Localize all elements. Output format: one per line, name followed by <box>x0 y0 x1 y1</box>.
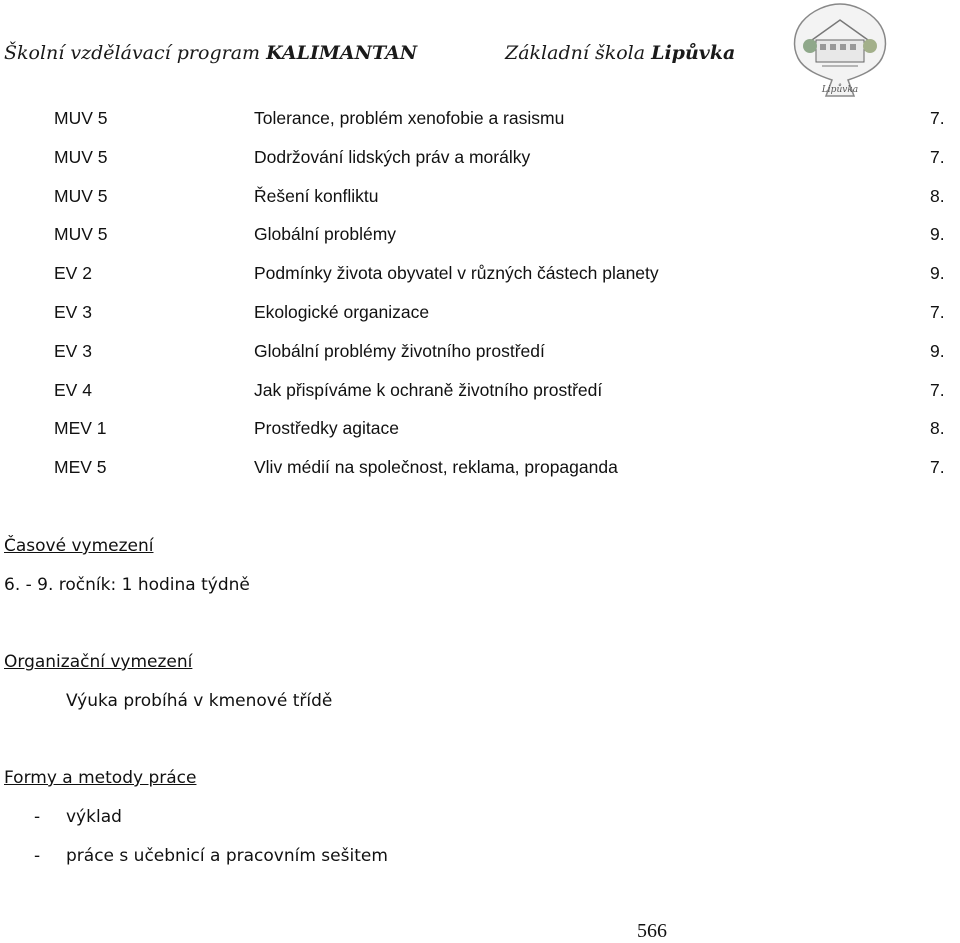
time-heading: Časové vymezení <box>4 536 154 556</box>
school-logo <box>792 0 888 100</box>
page-number: 566 <box>637 920 667 942</box>
program-name: KALIMANTAN <box>266 42 418 64</box>
topic-title: Řešení konfliktu <box>254 185 379 206</box>
topic-title: Globální problémy <box>254 224 397 245</box>
topic-grade: 8. <box>930 418 945 439</box>
topic-title: Podmínky života obyvatel v různých částech planety <box>254 263 659 284</box>
program-prefix: Školní vzdělávací program <box>4 42 267 64</box>
school-name: Lipůvka <box>651 42 736 64</box>
topic-row <box>0 298 960 337</box>
topic-title: Tolerance, problém xenofobie a rasismu <box>254 108 565 128</box>
topic-row <box>0 259 960 298</box>
list-bullet: - <box>34 846 41 866</box>
topic-code: EV 3 <box>54 340 92 361</box>
time-text: 6. - 9. ročník: 1 hodina týdně <box>4 575 250 595</box>
topic-grade: 9. <box>930 263 945 284</box>
topic-grade: 7. <box>930 301 945 322</box>
topic-title: Jak přispíváme k ochraně životního prostředí <box>254 379 603 400</box>
topic-grade: 8. <box>930 185 945 206</box>
topic-grade: 7. <box>930 379 945 400</box>
list-item: výklad <box>66 807 122 827</box>
list-item: práce s učebnicí a pracovním sešitem <box>66 846 388 866</box>
topic-row <box>0 337 960 376</box>
topic-code: MEV 5 <box>54 457 107 478</box>
topic-code: EV 2 <box>54 263 92 284</box>
logo-text: Lipůvka <box>821 85 859 95</box>
topic-grade: 9. <box>930 224 945 245</box>
topic-grade: 7. <box>930 146 945 167</box>
topic-code: EV 3 <box>54 301 92 322</box>
topic-title: Dodržování lidských práv a morálky <box>254 146 531 167</box>
org-text: Výuka probíhá v kmenové třídě <box>66 691 333 711</box>
topic-grade: 7. <box>930 457 945 478</box>
topic-row <box>0 220 960 259</box>
methods-heading: Formy a metody práce <box>4 768 197 788</box>
topic-row <box>0 104 960 143</box>
school-prefix: Základní škola <box>505 42 652 64</box>
header-program <box>4 42 417 64</box>
header-school <box>505 42 735 64</box>
topic-row <box>0 182 960 221</box>
topic-code: MUV 5 <box>54 224 108 245</box>
topic-grade: 9. <box>930 340 945 361</box>
topic-grade: 7. <box>930 108 945 128</box>
topic-code: EV 4 <box>54 379 92 400</box>
topic-code: MUV 5 <box>54 185 108 206</box>
topic-title: Ekologické organizace <box>254 301 430 322</box>
topic-title: Prostředky agitace <box>254 418 399 439</box>
topic-title: Globální problémy životního prostředí <box>254 340 545 361</box>
topic-title: Vliv médií na společnost, reklama, propaganda <box>254 457 618 478</box>
topic-row <box>0 414 960 453</box>
cross-curricular-topics <box>0 104 960 492</box>
topic-row <box>0 453 960 492</box>
topic-code: MUV 5 <box>54 146 108 167</box>
org-heading: Organizační vymezení <box>4 652 193 672</box>
list-bullet: - <box>34 807 41 827</box>
topic-code: MEV 1 <box>54 418 107 439</box>
topic-row <box>0 376 960 415</box>
topic-row <box>0 143 960 182</box>
topic-code: MUV 5 <box>54 108 108 128</box>
